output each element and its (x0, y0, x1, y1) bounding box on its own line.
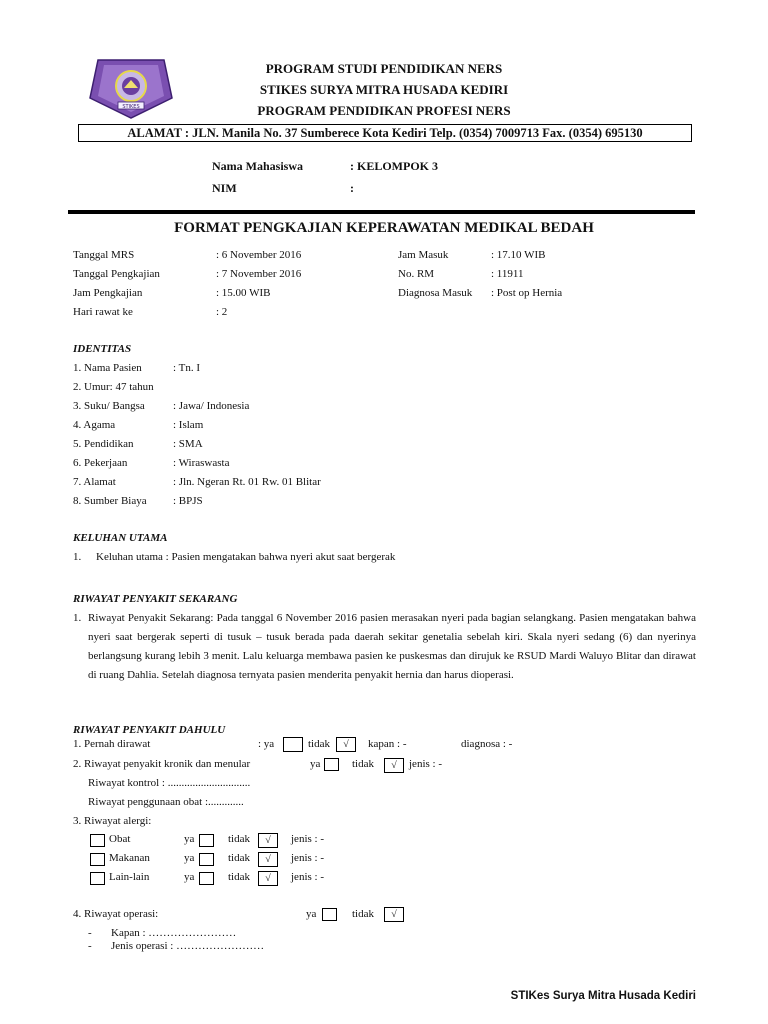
info-label: Tanggal MRS (73, 249, 135, 261)
alergi-lainlain-label: Lain-lain (109, 871, 150, 883)
alergi-makanan-tidak-label: tidak (228, 852, 250, 864)
rpd-q2-ya-label: ya (310, 758, 321, 770)
rpd-q4-label: 4. Riwayat operasi: (73, 908, 159, 920)
identity-value: : SMA (173, 438, 203, 450)
identity-label: 6. Pekerjaan (73, 457, 128, 469)
student-name-label: Nama Mahasiswa (212, 159, 304, 173)
identity-label: 5. Pendidikan (73, 438, 134, 450)
alergi-obat-ya-checkbox[interactable] (199, 834, 214, 847)
info-value: : 11911 (491, 268, 524, 280)
alergi-obat-ya-label: ya (184, 833, 195, 845)
page-title: FORMAT PENGKAJIAN KEPERAWATAN MEDIKAL BEDAH (174, 220, 594, 236)
rpd-q4-tidak-label: tidak (352, 908, 374, 920)
section-heading-identitas: IDENTITAS (73, 343, 132, 355)
keluhan-text: Keluhan utama : Pasien mengatakan bahwa nyeri akut saat bergerak (96, 551, 396, 563)
alergi-lainlain-checkbox[interactable] (90, 872, 105, 885)
keluhan-number: 1. (73, 551, 82, 563)
alergi-makanan-jenis: jenis : - (291, 852, 324, 864)
identity-value: : BPJS (173, 495, 203, 507)
info-label: Diagnosa Masuk (398, 287, 473, 299)
bullet-dash: - (88, 927, 92, 939)
identity-value: : Wiraswasta (173, 457, 230, 469)
info-label: No. RM (398, 268, 435, 280)
alergi-lainlain-tidak-checkbox[interactable]: √ (258, 871, 278, 886)
info-value: : Post op Hernia (491, 287, 563, 299)
section-heading-rpd: RIWAYAT PENYAKIT DAHULU (73, 724, 226, 736)
header-program-studi: PROGRAM STUDI PENDIDIKAN NERS (265, 61, 503, 76)
rpd-obat: Riwayat penggunaan obat :............. (88, 796, 244, 808)
student-name-value: : KELOMPOK 3 (350, 159, 438, 173)
rpd-q1-label: 1. Pernah dirawat (73, 738, 151, 750)
identity-value: : Islam (173, 419, 204, 431)
info-value: : 6 November 2016 (216, 249, 302, 261)
logo-ribbon-text: STIKES (122, 104, 140, 110)
header-divider (68, 210, 695, 214)
header-program-profesi: PROGRAM PENDIDIKAN PROFESI NERS (257, 103, 511, 118)
alergi-makanan-ya-label: ya (184, 852, 195, 864)
alergi-lainlain-ya-label: ya (184, 871, 195, 883)
identity-value: : Jawa/ Indonesia (173, 400, 250, 412)
identity-label: 8. Sumber Biaya (73, 495, 147, 507)
info-label: Jam Pengkajian (73, 287, 143, 299)
alergi-makanan-tidak-checkbox[interactable]: √ (258, 852, 278, 867)
rpd-kapan: Kapan : …………………… (111, 927, 237, 939)
rpd-q4-tidak-checkbox[interactable]: √ (384, 907, 404, 922)
alergi-makanan-label: Makanan (109, 852, 150, 864)
rpd-kontrol: Riwayat kontrol : .............................. (88, 777, 251, 789)
section-heading-keluhan: KELUHAN UTAMA (73, 532, 168, 544)
student-nim-label: NIM (212, 181, 237, 195)
rpd-q4-ya-label: ya (306, 908, 317, 920)
rpd-q2-ya-checkbox[interactable] (324, 758, 339, 771)
rpd-q2-jenis: jenis : - (409, 758, 442, 770)
identity-value: : Tn. I (173, 362, 200, 374)
rps-number: 1. (73, 612, 82, 624)
info-value: : 2 (216, 306, 228, 318)
rpd-jenis-operasi: Jenis operasi : …………………… (111, 940, 265, 952)
section-heading-rps: RIWAYAT PENYAKIT SEKARANG (73, 593, 238, 605)
rps-text: Riwayat Penyakit Sekarang: Pada tanggal 6 November 2016 pasien merasakan nyeri pada bagian selangkang. Pasien mengatakan bahwa nyeri saat bergerak seperti di tusuk – tusuk berada pada daerah sekitar genetalia sebelah kiri. Skala nyeri sedang (6) dan nyerinya berlangsung kurang lebih 3 menit. Lalu keluarga membawa pasien ke puskesmas dan dirujuk ke RSUD Mardi Waluyo Blitar dan dirawat di ruang Dahlia. Setelah diagnosa ternyata pasien menderita penyakit hernia dan harus dioperasi. (88, 612, 696, 681)
identity-label: 4. Agama (73, 419, 116, 431)
rpd-q1-ya-label: : ya (258, 738, 275, 750)
bullet-dash: - (88, 940, 92, 952)
alergi-obat-tidak-label: tidak (228, 833, 250, 845)
alergi-obat-checkbox[interactable] (90, 834, 105, 847)
alergi-makanan-checkbox[interactable] (90, 853, 105, 866)
identity-label: 3. Suku/ Bangsa (73, 400, 145, 412)
rpd-q1-kapan: kapan : - (368, 738, 407, 750)
rpd-q4-ya-checkbox[interactable] (322, 908, 337, 921)
alergi-lainlain-jenis: jenis : - (291, 871, 324, 883)
identity-value: : Jln. Ngeran Rt. 01 Rw. 01 Blitar (173, 476, 321, 488)
header-address: ALAMAT : JLN. Manila No. 37 Sumberece Kota Kediri Telp. (0354) 7009713 Fax. (0354) 695130 (78, 124, 692, 142)
info-value: : 15.00 WIB (216, 287, 271, 299)
alergi-obat-tidak-checkbox[interactable]: √ (258, 833, 278, 848)
info-label: Hari rawat ke (73, 306, 133, 318)
rpd-q1-tidak-checkbox[interactable]: √ (336, 737, 356, 752)
info-label: Tanggal Pengkajian (73, 268, 160, 280)
rpd-q2-tidak-label: tidak (352, 758, 374, 770)
alergi-lainlain-ya-checkbox[interactable] (199, 872, 214, 885)
rpd-q2-label: 2. Riwayat penyakit kronik dan menular (73, 758, 251, 770)
alergi-obat-jenis: jenis : - (291, 833, 324, 845)
identity-label: 2. Umur: 47 tahun (73, 381, 154, 393)
info-value: : 17.10 WIB (491, 249, 546, 261)
rpd-q3-label: 3. Riwayat alergi: (73, 815, 152, 827)
info-value: : 7 November 2016 (216, 268, 302, 280)
alergi-lainlain-tidak-label: tidak (228, 871, 250, 883)
alergi-obat-label: Obat (109, 833, 131, 845)
student-nim-value: : (350, 181, 354, 195)
identity-label: 1. Nama Pasien (73, 362, 142, 374)
alergi-makanan-ya-checkbox[interactable] (199, 853, 214, 866)
footer-institution: STIKes Surya Mitra Husada Kediri (510, 990, 696, 1002)
info-label: Jam Masuk (398, 249, 449, 261)
rpd-q1-ya-checkbox[interactable] (283, 737, 303, 752)
identity-label: 7. Alamat (73, 476, 116, 488)
rpd-q2-tidak-checkbox[interactable]: √ (384, 758, 404, 773)
rpd-q1-diagnosa: diagnosa : - (461, 738, 513, 750)
rpd-q1-tidak-label: tidak (308, 738, 330, 750)
header-institution: STIKES SURYA MITRA HUSADA KEDIRI (259, 82, 509, 97)
